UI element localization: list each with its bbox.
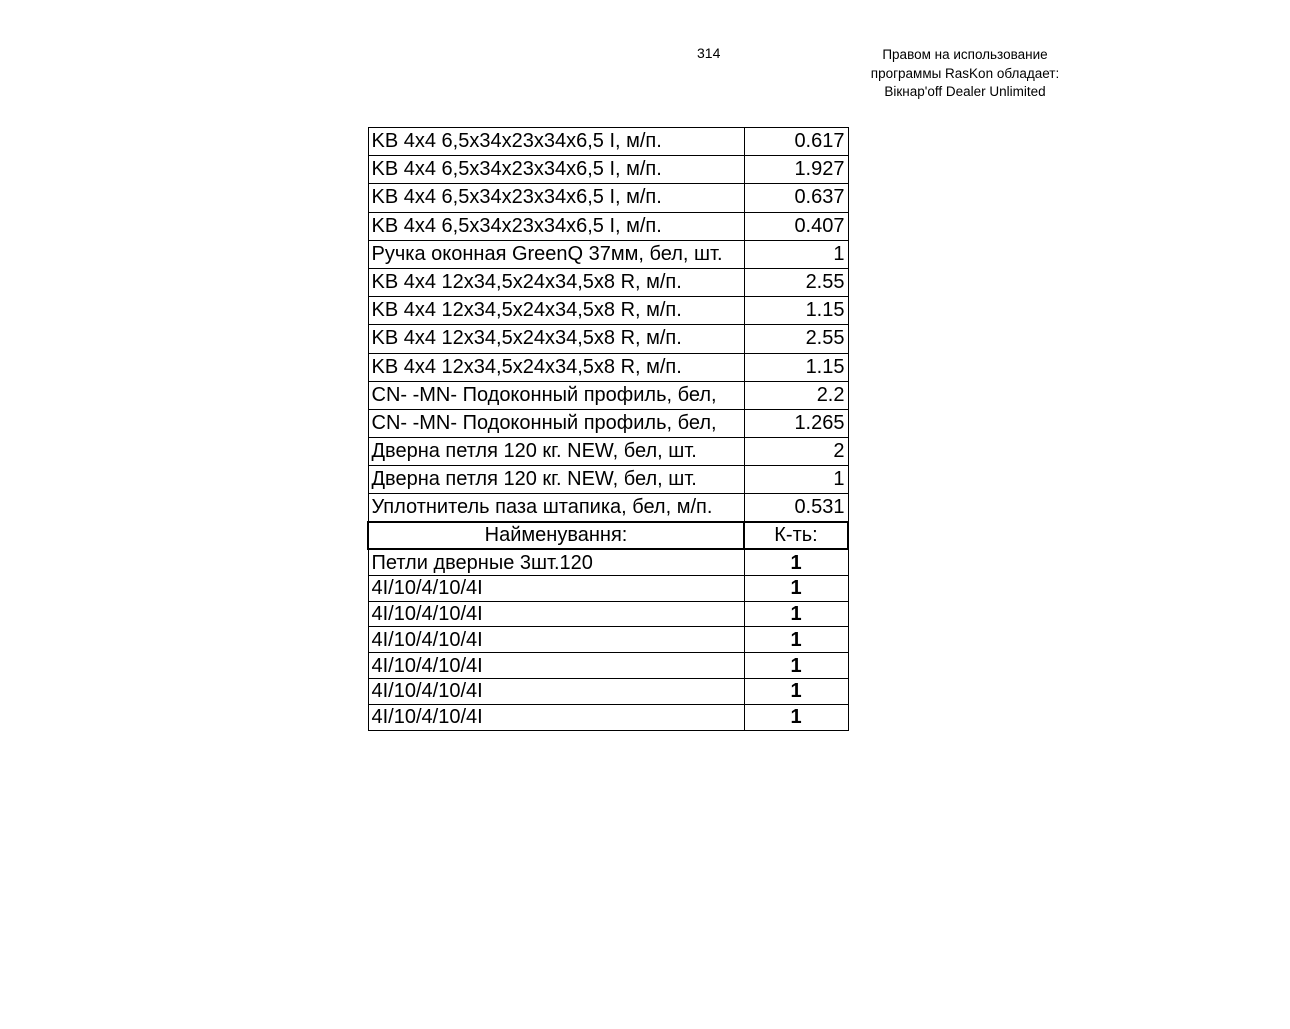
item-name: 4I/10/4/10/4I bbox=[368, 678, 744, 704]
material-qty: 1.15 bbox=[744, 297, 848, 325]
material-name: Дверна петля 120 кг. NEW, бел, шт. bbox=[368, 466, 744, 494]
license-line: Вікнар'off Dealer Unlimited bbox=[884, 84, 1046, 99]
material-qty: 0.637 bbox=[744, 184, 848, 212]
material-name: KB 4x4 12x34,5x24x34,5x8 R, м/п. bbox=[368, 353, 744, 381]
item-row bbox=[368, 627, 848, 653]
item-name: 4I/10/4/10/4I bbox=[368, 653, 744, 679]
material-qty: 1.265 bbox=[744, 409, 848, 437]
page-number: 314 bbox=[697, 45, 721, 61]
item-row bbox=[368, 653, 848, 679]
material-name: KB 4x4 6,5x34x23x34x6,5 I, м/п. bbox=[368, 156, 744, 184]
material-name: KB 4x4 12x34,5x24x34,5x8 R, м/п. bbox=[368, 297, 744, 325]
items-header-row bbox=[368, 522, 848, 549]
material-row bbox=[368, 466, 848, 494]
material-row bbox=[368, 240, 848, 268]
material-row bbox=[368, 353, 848, 381]
material-qty: 2.2 bbox=[744, 381, 848, 409]
license-line: программы RasKon обладает: bbox=[870, 65, 1060, 81]
material-name: KB 4x4 6,5x34x23x34x6,5 I, м/п. bbox=[368, 212, 744, 240]
material-qty: 0.531 bbox=[744, 494, 848, 523]
item-row bbox=[368, 601, 848, 627]
item-row bbox=[368, 704, 848, 730]
material-name: CN- -MN- Подоконный профиль, бел, bbox=[368, 381, 744, 409]
material-row bbox=[368, 297, 848, 325]
material-row bbox=[368, 128, 848, 156]
material-qty: 2.55 bbox=[744, 268, 848, 296]
material-qty: 1.927 bbox=[744, 156, 848, 184]
material-name: KB 4x4 12x34,5x24x34,5x8 R, м/п. bbox=[368, 325, 744, 353]
item-name: 4I/10/4/10/4I bbox=[368, 627, 744, 653]
item-qty: 1 bbox=[744, 704, 848, 730]
material-row bbox=[368, 325, 848, 353]
items-header-name: Найменування: bbox=[368, 522, 744, 549]
material-row bbox=[368, 212, 848, 240]
material-qty: 1 bbox=[744, 240, 848, 268]
item-row bbox=[368, 575, 848, 601]
material-name: Уплотнитель паза штапика, бел, м/п. bbox=[368, 494, 744, 523]
material-qty: 2.55 bbox=[744, 325, 848, 353]
material-row bbox=[368, 409, 848, 437]
material-row bbox=[368, 494, 848, 523]
material-row bbox=[368, 438, 848, 466]
item-qty: 1 bbox=[744, 678, 848, 704]
item-row bbox=[368, 678, 848, 704]
license-note bbox=[840, 46, 1090, 102]
item-qty: 1 bbox=[744, 549, 848, 575]
item-qty: 1 bbox=[744, 653, 848, 679]
material-row bbox=[368, 156, 848, 184]
items-header-qty: К-ть: bbox=[744, 522, 848, 549]
item-qty: 1 bbox=[744, 627, 848, 653]
materials-table bbox=[367, 127, 849, 731]
item-qty: 1 bbox=[744, 575, 848, 601]
item-name: Петли дверные 3шт.120 bbox=[368, 549, 744, 575]
item-qty: 1 bbox=[744, 601, 848, 627]
material-name: Ручка оконная GreenQ 37мм, бел, шт. bbox=[368, 240, 744, 268]
material-qty: 1 bbox=[744, 466, 848, 494]
material-name: KB 4x4 12x34,5x24x34,5x8 R, м/п. bbox=[368, 268, 744, 296]
material-qty: 2 bbox=[744, 438, 848, 466]
material-row bbox=[368, 184, 848, 212]
material-qty: 0.407 bbox=[744, 212, 848, 240]
material-name: CN- -MN- Подоконный профиль, бел, bbox=[368, 409, 744, 437]
item-row bbox=[368, 549, 848, 575]
item-name: 4I/10/4/10/4I bbox=[368, 704, 744, 730]
material-name: Дверна петля 120 кг. NEW, бел, шт. bbox=[368, 438, 744, 466]
item-name: 4I/10/4/10/4I bbox=[368, 575, 744, 601]
material-name: KB 4x4 6,5x34x23x34x6,5 I, м/п. bbox=[368, 184, 744, 212]
material-row bbox=[368, 268, 848, 296]
material-qty: 1.15 bbox=[744, 353, 848, 381]
material-name: KB 4x4 6,5x34x23x34x6,5 I, м/п. bbox=[368, 128, 744, 156]
material-row bbox=[368, 381, 848, 409]
license-line: Правом на использование bbox=[882, 47, 1048, 62]
item-name: 4I/10/4/10/4I bbox=[368, 601, 744, 627]
material-qty: 0.617 bbox=[744, 128, 848, 156]
